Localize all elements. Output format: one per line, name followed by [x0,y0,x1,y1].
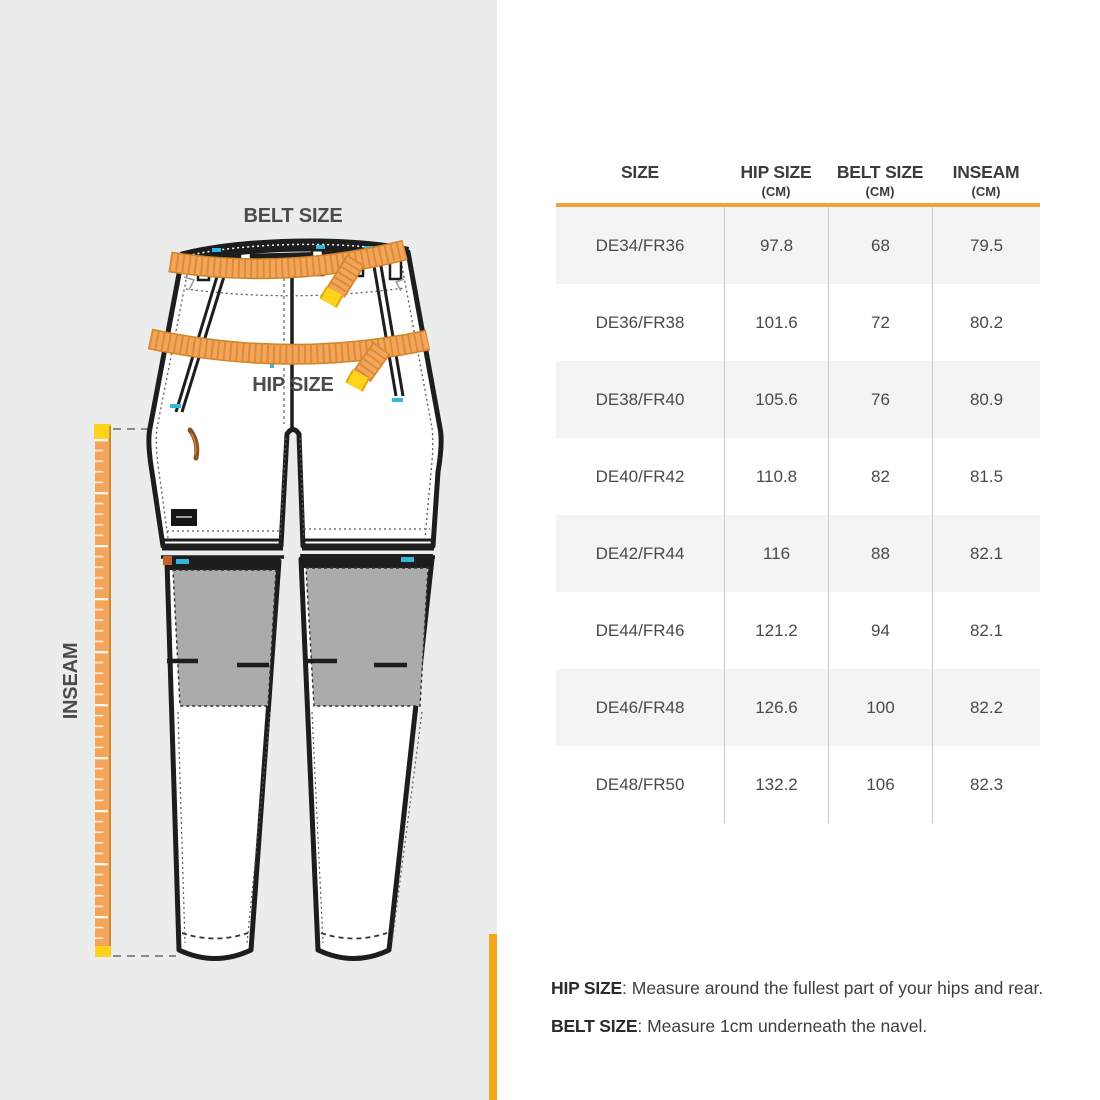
hip-size-note: HIP SIZE: Measure around the fullest part of your hips and rear. [551,978,1044,998]
table-row [556,746,1040,823]
inseam-figure-label: INSEAM [60,642,82,720]
cell-belt: 76 [828,361,932,438]
cell-inseam: 80.2 [932,284,1040,361]
table-row [556,284,1040,361]
cell-size: DE36/FR38 [595,312,685,332]
table-row [556,207,1040,284]
cell-hip: 101.6 [724,284,828,361]
cell-size: DE44/FR46 [595,620,685,640]
cell-size: DE42/FR44 [595,543,685,563]
cell-hip: 126.6 [724,669,828,746]
ruler-bottom-cap [95,946,111,957]
column-header-size: SIZE [620,162,660,182]
cell-hip: 97.8 [724,207,828,284]
size-table-header [556,140,1040,203]
leg-orange-tab [163,556,172,565]
cell-belt: 88 [828,515,932,592]
cell-hip: 105.6 [724,361,828,438]
cell-size: DE46/FR48 [595,697,685,717]
table-row [556,361,1040,438]
table-row [556,592,1040,669]
cell-inseam: 80.9 [932,361,1040,438]
cell-belt: 106 [828,746,932,823]
cell-belt: 82 [828,438,932,515]
knee-panel [173,570,276,706]
cell-inseam: 82.2 [932,669,1040,746]
zip-off-right-leg [300,554,433,959]
size-table [556,140,1040,823]
cell-belt: 100 [828,669,932,746]
cell-inseam: 82.1 [932,515,1040,592]
cell-inseam: 82.3 [932,746,1040,823]
cell-belt: 68 [828,207,932,284]
table-row [556,438,1040,515]
brand-label-patch [171,509,197,526]
accent-bar [489,934,497,1100]
knee-panel [306,568,428,706]
zip-off-left-leg [163,556,280,959]
cell-belt: 94 [828,592,932,669]
cell-inseam: 81.5 [932,438,1040,515]
cell-hip: 110.8 [724,438,828,515]
cell-belt: 72 [828,284,932,361]
cell-size: DE34/FR36 [595,235,685,255]
pants-measurement-illustration [0,0,497,1100]
cell-size: DE38/FR40 [595,389,685,409]
leg-cyan-tab [176,559,189,564]
cell-hip: 121.2 [724,592,828,669]
measurement-notes [551,969,1071,1045]
inseam-ruler [94,424,111,957]
column-header-hip-size: HIP SIZE (CM) [740,162,812,199]
belt-size-note: BELT SIZE: Measure 1cm underneath the navel. [551,1016,928,1036]
table-row [556,669,1040,746]
cell-inseam: 79.5 [932,207,1040,284]
cell-hip: 132.2 [724,746,828,823]
hip-size-figure-label: HIP SIZE [252,374,334,396]
cell-size: DE48/FR50 [595,774,685,794]
illustration-panel [0,0,497,1100]
cell-hip: 116 [724,515,828,592]
ruler-top-cap [94,424,111,439]
cell-inseam: 82.1 [932,592,1040,669]
leg-cyan-tab [401,557,414,562]
column-header-belt-size: BELT SIZE (CM) [836,162,924,199]
column-header-inseam: INSEAM (CM) [952,162,1020,199]
table-row [556,515,1040,592]
size-table-body [556,207,1040,823]
belt-size-figure-label: BELT SIZE [243,205,343,227]
cell-size: DE40/FR42 [595,466,685,486]
